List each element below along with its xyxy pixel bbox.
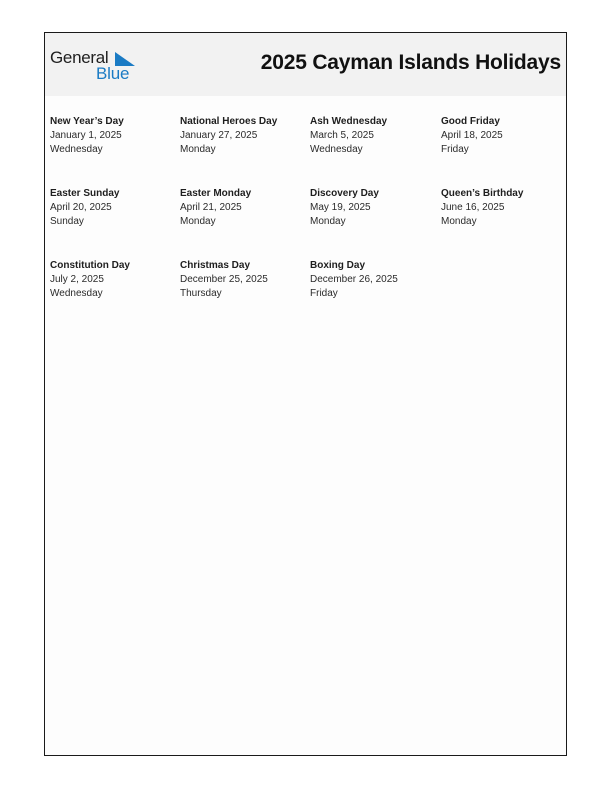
page-title: 2025 Cayman Islands Holidays: [260, 51, 561, 74]
holiday-name: Queen’s Birthday: [441, 188, 524, 199]
holiday-name: Easter Sunday: [50, 188, 120, 199]
holiday-date: April 18, 2025: [441, 130, 503, 141]
holiday-weekday: Friday: [441, 144, 469, 155]
holiday-date: May 19, 2025: [310, 202, 371, 213]
holiday-name: Constitution Day: [50, 260, 130, 271]
holiday-name: Easter Monday: [180, 188, 252, 199]
holiday-item: [310, 115, 441, 187]
holiday-weekday: Monday: [180, 216, 216, 227]
holiday-date: March 5, 2025: [310, 130, 374, 141]
holiday-date: December 25, 2025: [180, 274, 268, 285]
holiday-item: [50, 115, 180, 187]
holiday-item: [441, 187, 566, 259]
holiday-weekday: Thursday: [180, 288, 222, 299]
holiday-weekday: Monday: [310, 216, 346, 227]
holiday-date: April 20, 2025: [50, 202, 112, 213]
holiday-weekday: Monday: [180, 144, 216, 155]
holiday-date: January 1, 2025: [50, 130, 122, 141]
holiday-date: January 27, 2025: [180, 130, 258, 141]
holiday-date: June 16, 2025: [441, 202, 505, 213]
holiday-date: April 21, 2025: [180, 202, 242, 213]
holiday-item: [310, 187, 441, 259]
holiday-weekday: Monday: [441, 216, 477, 227]
holiday-name: Ash Wednesday: [310, 116, 388, 127]
holiday-weekday: Friday: [310, 288, 338, 299]
holiday-item: [441, 115, 566, 187]
logo-general-text: General: [50, 48, 109, 67]
holiday-item: [180, 259, 310, 331]
holiday-name: Christmas Day: [180, 260, 251, 271]
holiday-item: [180, 115, 310, 187]
holiday-name: Good Friday: [441, 116, 500, 127]
holiday-date: July 2, 2025: [50, 274, 104, 285]
holiday-name: National Heroes Day: [180, 116, 278, 127]
holiday-item: [310, 259, 441, 331]
holiday-grid: [50, 115, 570, 331]
holiday-item: [50, 259, 180, 331]
holiday-name: Discovery Day: [310, 188, 379, 199]
holiday-item: [180, 187, 310, 259]
header-band: [45, 33, 566, 96]
holiday-weekday: Wednesday: [50, 144, 103, 155]
logo-blue-text: Blue: [96, 64, 130, 83]
holiday-weekday: Wednesday: [50, 288, 103, 299]
holiday-name: New Year’s Day: [50, 116, 124, 127]
holiday-name: Boxing Day: [310, 260, 366, 271]
holiday-weekday: Wednesday: [310, 144, 363, 155]
page-frame: [44, 32, 567, 756]
logo: [50, 48, 140, 84]
holiday-date: December 26, 2025: [310, 274, 398, 285]
holiday-weekday: Sunday: [50, 216, 84, 227]
holiday-item: [50, 187, 180, 259]
